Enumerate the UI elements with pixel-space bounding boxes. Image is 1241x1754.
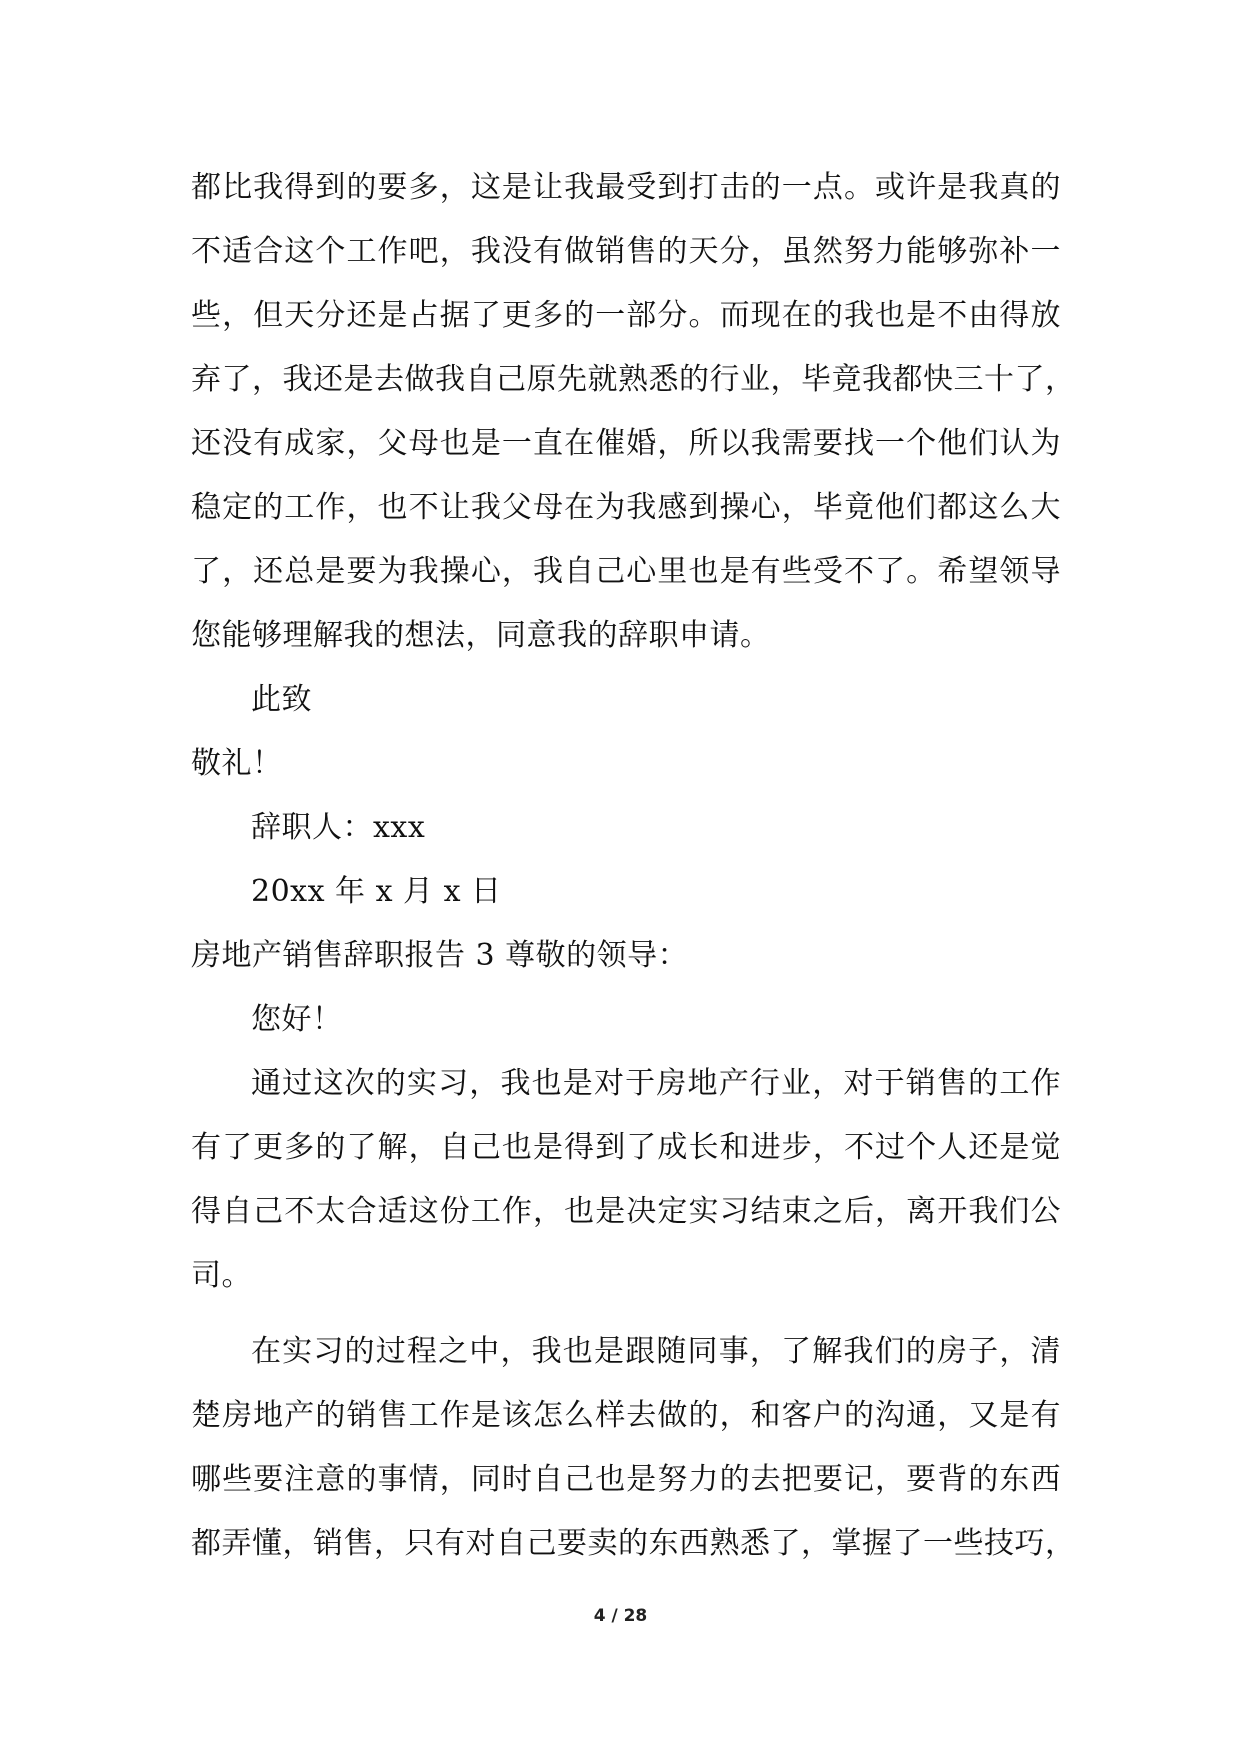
text-line: 弃了，我还是去做我自己原先就熟悉的行业，毕竟我都快三十了， bbox=[191, 362, 1076, 397]
document-body bbox=[191, 156, 1076, 1576]
greeting: 您好！ bbox=[251, 1002, 343, 1037]
text-line: 通过这次的实习，我也是对于房地产行业，对于销售的工作 bbox=[251, 1066, 1061, 1101]
text-line: 还没有成家，父母也是一直在催婚，所以我需要找一个他们认为 bbox=[191, 426, 1061, 461]
text-line: 都比我得到的要多，这是让我最受到打击的一点。或许是我真的 bbox=[191, 170, 1061, 205]
text-line: 有了更多的了解，自己也是得到了成长和进步，不过个人还是觉 bbox=[191, 1130, 1061, 1165]
section-heading: 房地产销售辞职报告 3 尊敬的领导： bbox=[191, 938, 689, 973]
text-line: 稳定的工作，也不让我父母在为我感到操心，毕竟他们都这么大 bbox=[191, 490, 1061, 525]
text-line: 都弄懂，销售，只有对自己要卖的东西熟悉了，掌握了一些技巧， bbox=[191, 1526, 1076, 1561]
text-line: 在实习的过程之中，我也是跟随同事，了解我们的房子，清 bbox=[251, 1334, 1061, 1369]
signature-name: 辞职人：xxx bbox=[251, 810, 426, 845]
closing-salutation: 此致 bbox=[251, 682, 312, 717]
text-line: 得自己不太合适这份工作，也是决定实习结束之后，离开我们公 bbox=[191, 1194, 1061, 1229]
page-number: 4 / 28 bbox=[593, 1606, 648, 1626]
text-line: 楚房地产的销售工作是该怎么样去做的，和客户的沟通，又是有 bbox=[191, 1398, 1061, 1433]
paragraph-gap bbox=[191, 1308, 1061, 1320]
text-line: 些，但天分还是占据了更多的一部分。而现在的我也是不由得放 bbox=[191, 298, 1061, 333]
text-line: 哪些要注意的事情，同时自己也是努力的去把要记，要背的东西 bbox=[191, 1462, 1061, 1497]
closing-regards: 敬礼！ bbox=[191, 746, 283, 781]
text-line: 您能够理解我的想法，同意我的辞职申请。 bbox=[191, 618, 771, 653]
text-line: 司。 bbox=[191, 1258, 252, 1293]
text-line: 不适合这个工作吧，我没有做销售的天分，虽然努力能够弥补一 bbox=[191, 234, 1061, 269]
text-line: 了，还总是要为我操心，我自己心里也是有些受不了。希望领导 bbox=[191, 554, 1061, 589]
signature-date: 20xx 年 x 月 x 日 bbox=[251, 874, 502, 909]
